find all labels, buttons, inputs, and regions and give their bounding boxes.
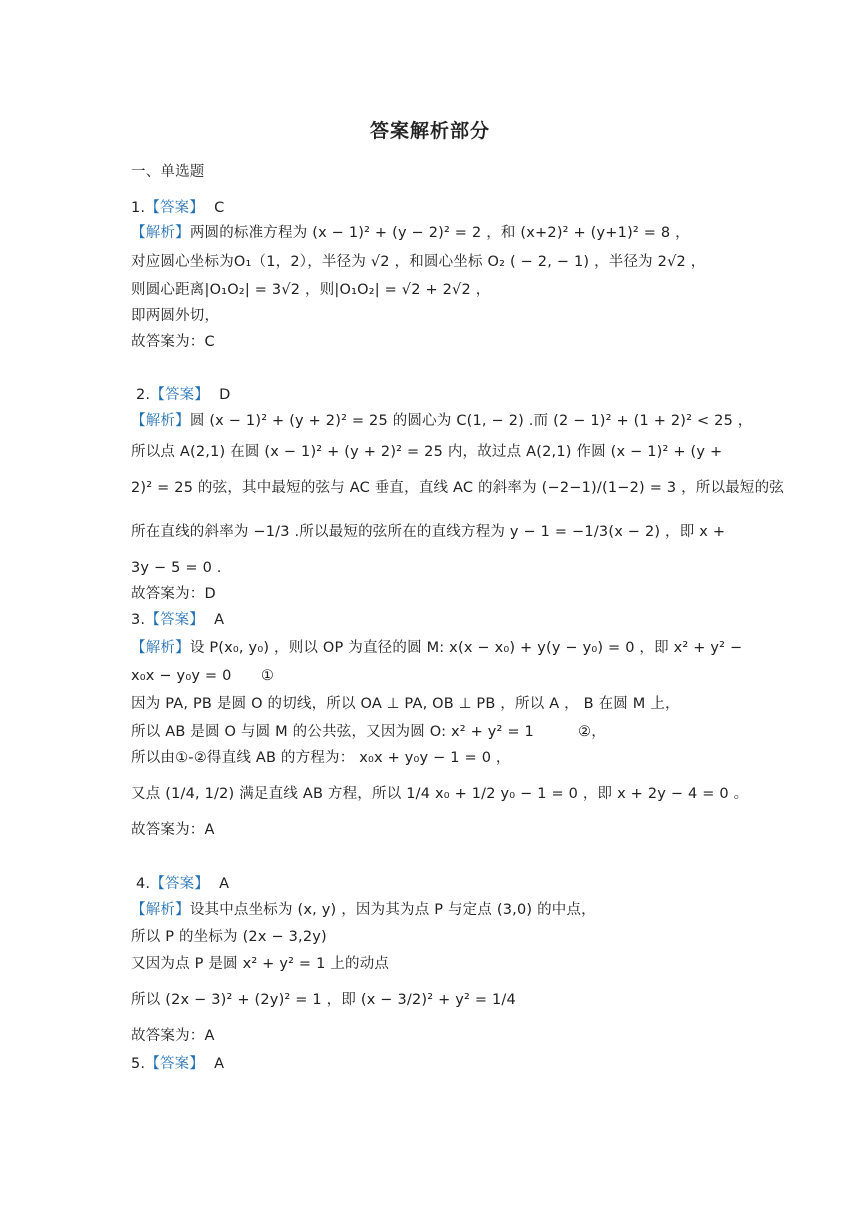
- q3-text: 设 P(x₀, y₀) ，则以 OP 为直径的圆 M: x(x − x₀) + y(y − y₀) = 0 ，即 x² + y² −: [189, 640, 743, 656]
- q3-text: 又点 (1/4, 1/2) 满足直线 AB 方程，所以 1/4 x₀ + 1/2 y₀ − 1 = 0 ，即 x + 2y − 4 = 0 。: [131, 786, 749, 802]
- q1-explanation-line: [131, 223, 690, 243]
- q4-text: 所以 (2x − 3)² + (2y)² = 1 ，即 (x − 3/2)² + y² = 1/4: [131, 992, 516, 1008]
- page-title: 答案解析部分: [369, 120, 490, 142]
- q4-text: 设其中点坐标为 (x, y) ，因为其为点 P 与定点 (3,0) 的中点，: [189, 902, 596, 918]
- q1-text: 则圆心距离|O₁O₂| = 3√2 ，则|O₁O₂| = √2 + 2√2 ，: [131, 282, 491, 298]
- q2-explanation-line: [131, 411, 753, 431]
- q5-answer-line: [131, 1054, 224, 1074]
- q3-explanation-line: [131, 638, 742, 658]
- q1-answer-line: [131, 198, 224, 218]
- q1-text: 两圆的标准方程为 (x − 1)² + (y − 2)² = 2 ，和 (x+2)² + (y+1)² = 8 ，: [189, 225, 690, 241]
- q2-number: 2.: [136, 387, 151, 403]
- q2-answer-line: [136, 385, 230, 405]
- q2-text: 所以点 A(2,1) 在圆 (x − 1)² + (y + 2)² = 25 内，故过点 A(2,1) 作圆 (x − 1)² + (y +: [131, 444, 723, 460]
- q3-answer-line: [131, 610, 224, 630]
- section-heading: 一、单选题: [131, 164, 205, 180]
- q5-answer: A: [214, 1056, 225, 1072]
- q5-number: 5.: [131, 1056, 146, 1072]
- q4-number: 4.: [136, 876, 151, 892]
- q4-text: 又因为点 P 是圆 x² + y² = 1 上的动点: [131, 956, 390, 972]
- q3-number: 3.: [131, 612, 146, 628]
- q2-answer: D: [219, 387, 231, 403]
- q1-number: 1.: [131, 200, 146, 216]
- answer-label: 【答案】: [145, 612, 205, 628]
- explanation-label: 【解析】: [131, 225, 190, 241]
- q3-conclusion: 故答案为：A: [131, 822, 215, 838]
- q2-text: 3y − 5 = 0 .: [131, 560, 222, 576]
- q4-answer: A: [219, 876, 230, 892]
- answer-label: 【答案】: [150, 387, 210, 403]
- q2-conclusion: 故答案为：D: [131, 586, 216, 602]
- q3-text: x₀x − y₀y = 0 ①: [131, 668, 275, 684]
- q1-text: 对应圆心坐标为O₁（1，2），半径为 √2 ，和圆心坐标 O₂ ( − 2, − 1) ，半径为 2√2 ，: [131, 254, 706, 270]
- q3-answer: A: [214, 612, 225, 628]
- q1-conclusion: 故答案为：C: [131, 334, 215, 350]
- q1-text: 即两圆外切，: [131, 308, 220, 324]
- q2-text: 2)² = 25 的弦，其中最短的弦与 AC 垂直，直线 AC 的斜率为 (−2−1)/(1−2) = 3 ，所以最短的弦: [131, 480, 785, 496]
- q2-text: 圆 (x − 1)² + (y + 2)² = 25 的圆心为 C(1, − 2) .而 (2 − 1)² + (1 + 2)² < 25 ，: [189, 413, 753, 429]
- answer-label: 【答案】: [145, 200, 205, 216]
- explanation-label: 【解析】: [131, 902, 190, 918]
- q3-text: 所以由①-②得直线 AB 的方程为： x₀x + y₀y − 1 = 0 ，: [131, 750, 511, 766]
- q2-text: 所在直线的斜率为 −1/3 .所以最短的弦所在的直线方程为 y − 1 = −1/3(x − 2) ，即 x +: [131, 524, 726, 540]
- q3-text: 所以 AB 是圆 O 与圆 M 的公共弦，又因为圆 O: x² + y² = 1 ②，: [131, 724, 606, 740]
- q4-explanation-line: [131, 900, 596, 920]
- q4-conclusion: 故答案为：A: [131, 1028, 215, 1044]
- answer-label: 【答案】: [145, 1056, 205, 1072]
- q4-answer-line: [136, 874, 229, 894]
- q1-answer: C: [214, 200, 225, 216]
- explanation-label: 【解析】: [131, 413, 190, 429]
- q4-text: 所以 P 的坐标为 (2x − 3,2y): [131, 929, 327, 945]
- answer-label: 【答案】: [150, 876, 210, 892]
- q3-text: 因为 PA, PB 是圆 O 的切线，所以 OA ⊥ PA, OB ⊥ PB ，所以 A ， B 在圆 M 上，: [131, 696, 680, 712]
- explanation-label: 【解析】: [131, 640, 190, 656]
